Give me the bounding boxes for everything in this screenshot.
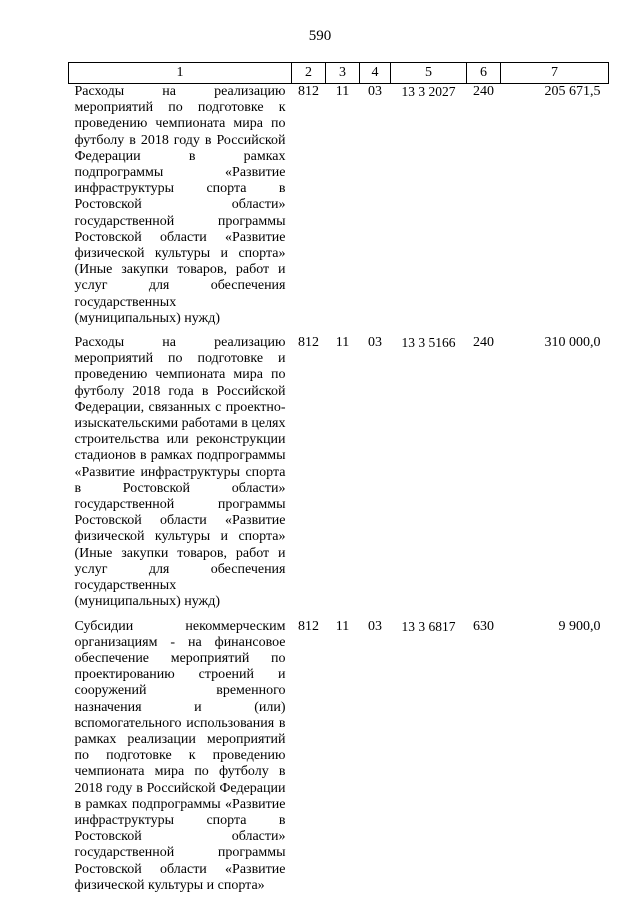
page-number: 590 [308, 28, 332, 44]
header-row [69, 63, 609, 84]
header-col-2: 2 [292, 63, 326, 84]
row-col7: 205 671,5 [544, 84, 601, 99]
row-col5: 13 3 2027 [401, 84, 456, 99]
row-description: Расходы на реализацию мероприятий по подготовке и проведению чемпионата мира по футболу 2018 года в Российской Федерации, связанных с проектно-изыскательскими работами в целях строительства или реконструкции стадионов в рамках подпрограммы «Развитие инфраструктуры спорта в Ростовской области» государственной программы Ростовской области «Развитие физической культуры и спорта» (Иные закупки товаров, работ и услуг для обеспечения государственных (муниципальных) нужд) [74, 335, 286, 610]
row-col5: 13 3 6817 [401, 618, 456, 634]
row-col3: 11 [335, 618, 350, 634]
header-col-4: 4 [360, 63, 391, 84]
row-col4: 03 [368, 335, 382, 351]
header-col-5: 5 [391, 63, 467, 84]
row-col6: 630 [473, 618, 494, 634]
table-row [69, 84, 609, 336]
row-col2: 812 [298, 618, 319, 634]
table-row [69, 619, 609, 902]
row-col7: 310 000,0 [544, 335, 601, 351]
row-col3: 11 [335, 84, 350, 99]
row-col5: 13 3 5166 [401, 335, 456, 351]
row-description: Расходы на реализацию мероприятий по подготовке к проведению чемпионата мира по футболу в 2018 году в Российской Федерации в рамках подпрограммы «Развитие инфраструктуры спорта в Ростовской области» государственной программы Ростовской области «Развитие физической культуры и спорта» (Иные закупки товаров, работ и услуг для обеспечения государственных (муниципальных) нужд) [74, 84, 286, 326]
header-col-1: 1 [69, 63, 292, 84]
budget-table [68, 62, 609, 902]
row-col6: 240 [473, 84, 494, 99]
row-col4: 03 [368, 618, 382, 634]
row-col6: 240 [473, 335, 494, 351]
row-col2: 812 [298, 335, 319, 351]
row-description: Субсидии некоммерческим организациям - на финансовое обеспечение мероприятий по проектированию строений и сооружений временного назначения и (или) вспомогательного использования в рамках реализации мероприятий по подготовке к проведению чемпионата мира по футболу в 2018 году в Российской Федерации в рамках подпрограммы «Развитие инфраструктуры спорта в Ростовской области» государственной программы Ростовской области «Развитие физической культуры и спорта» [74, 618, 286, 893]
table-header [69, 63, 609, 84]
header-col-7: 7 [501, 63, 609, 84]
table-row [69, 335, 609, 618]
header-col-6: 6 [467, 63, 501, 84]
row-col4: 03 [368, 84, 382, 99]
header-col-3: 3 [326, 63, 360, 84]
table-body [69, 84, 609, 902]
row-col2: 812 [298, 84, 319, 99]
row-col3: 11 [335, 335, 350, 351]
row-col7: 9 900,0 [558, 618, 601, 634]
